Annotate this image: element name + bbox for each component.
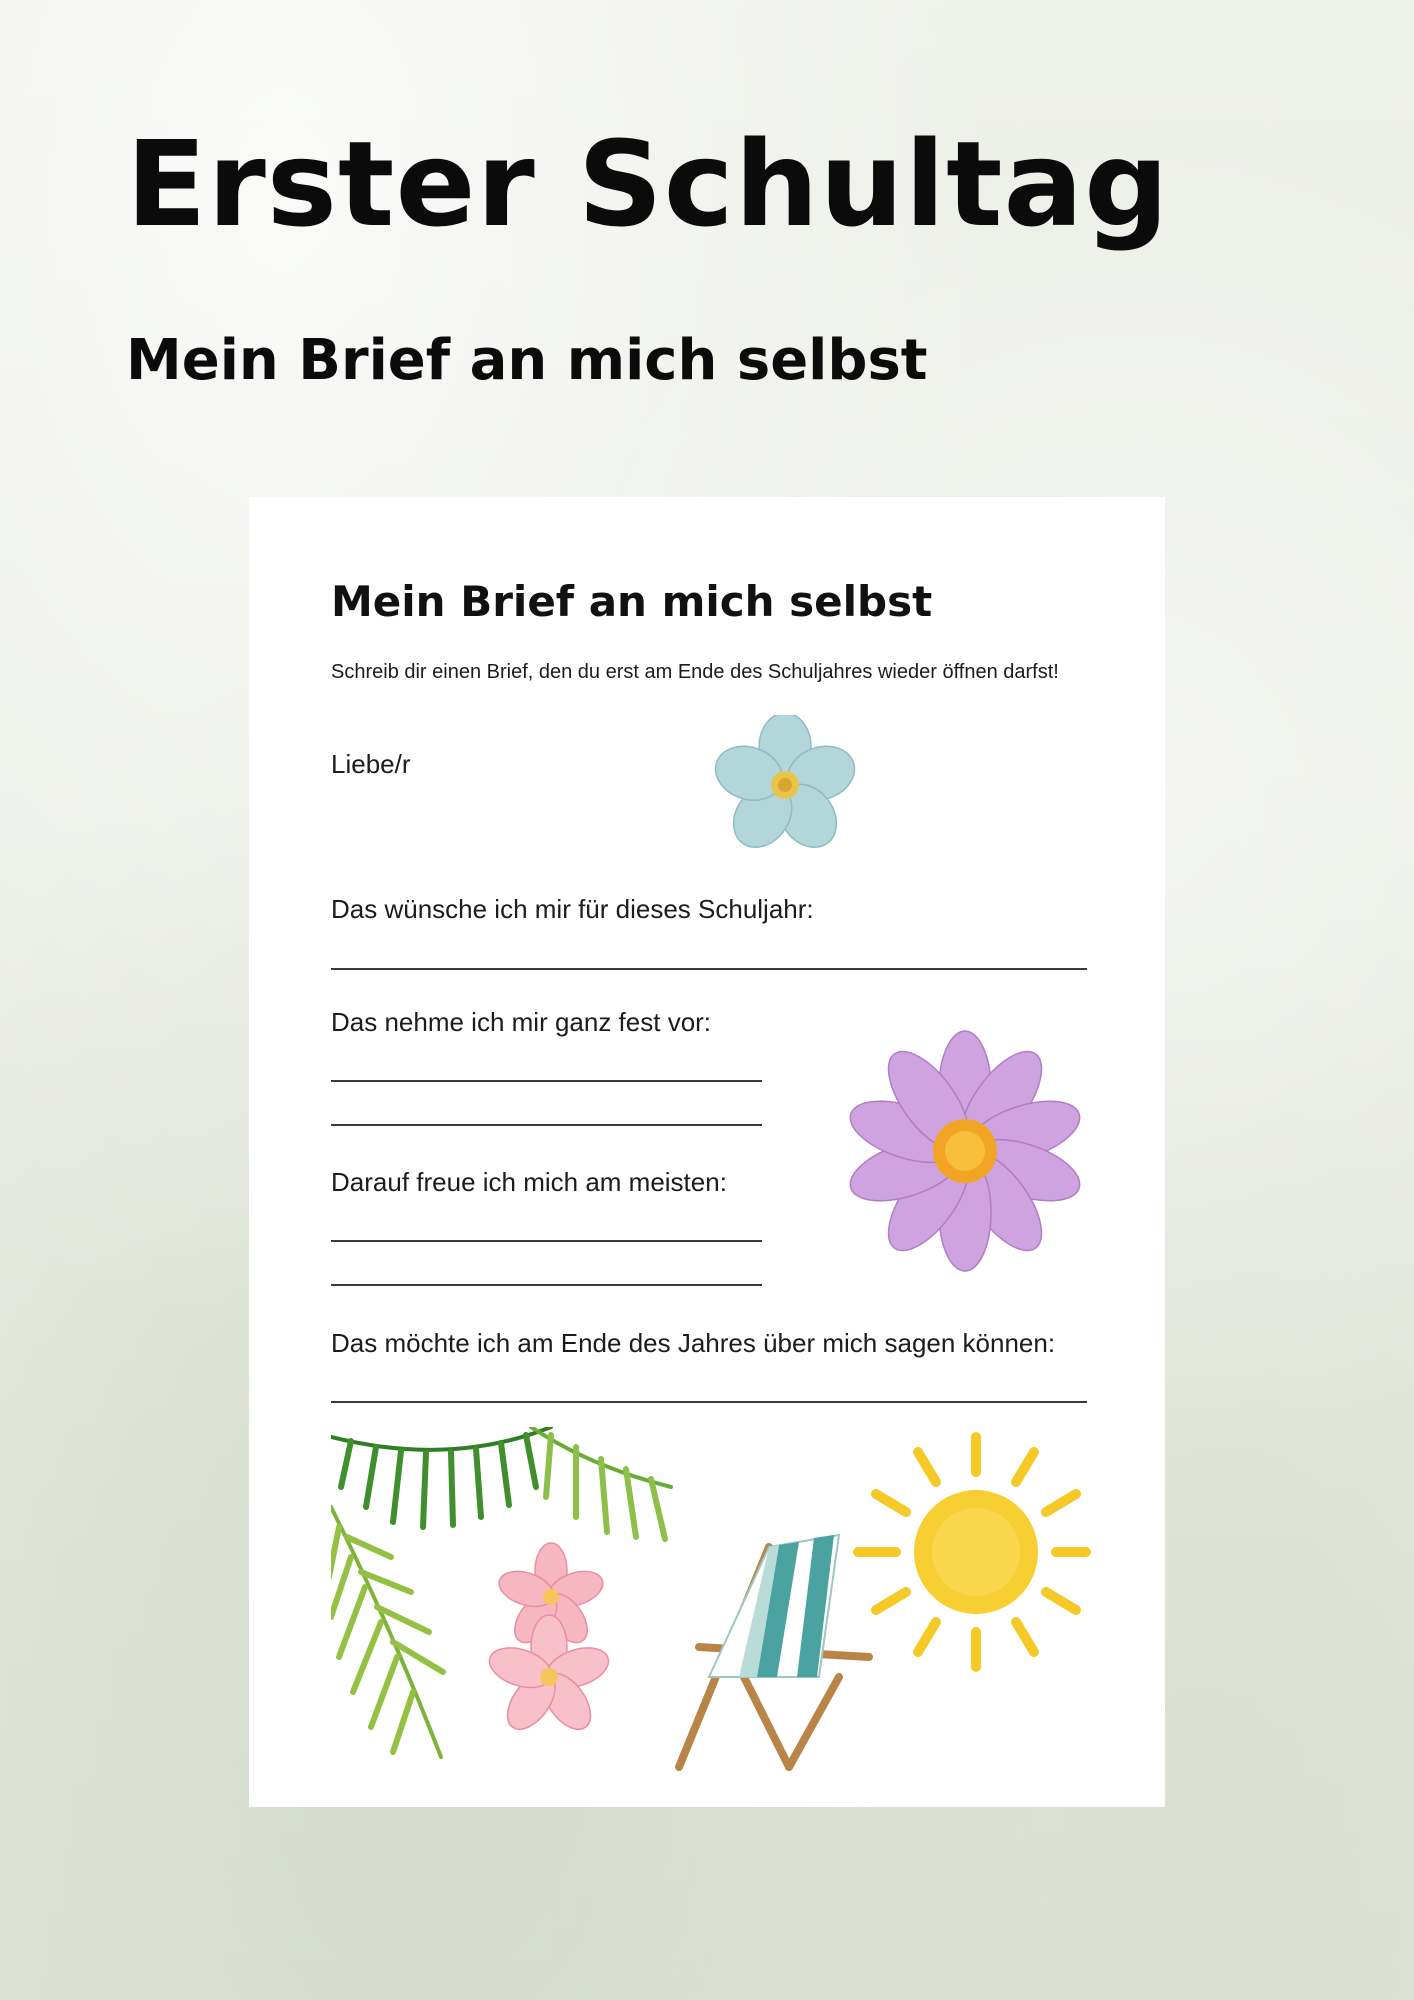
page-subtitle: Mein Brief an mich selbst: [126, 328, 928, 393]
greeting-label: Liebe/r: [331, 749, 411, 779]
answer-line[interactable]: [331, 1080, 762, 1082]
worksheet-card: [249, 497, 1165, 1807]
answer-line[interactable]: [331, 1401, 1087, 1403]
prompt-looking-forward: Darauf freue ich mich am meisten:: [331, 1167, 727, 1197]
worksheet-intro: Schreib dir einen Brief, den du erst am Ende des Schuljahres wieder öffnen darfst!: [331, 661, 1059, 683]
page-title: Erster Schultag: [126, 115, 1170, 253]
palm-leaves-icon: [331, 1427, 681, 1767]
prompt-end-of-year: Das möchte ich am Ende des Jahres über mich sagen können:: [331, 1328, 1056, 1358]
blue-flower-icon: [705, 715, 865, 855]
purple-flower-icon: [839, 1025, 1091, 1277]
answer-line[interactable]: [331, 1240, 762, 1242]
answer-line[interactable]: [331, 1124, 762, 1126]
worksheet-heading: Mein Brief an mich selbst: [331, 577, 933, 626]
prompt-wish: Das wünsche ich mir für dieses Schuljahr:: [331, 894, 814, 924]
answer-line[interactable]: [331, 968, 1087, 970]
answer-line[interactable]: [331, 1284, 762, 1286]
sun-icon: [841, 1427, 1091, 1687]
prompt-resolution: Das nehme ich mir ganz fest vor:: [331, 1007, 712, 1037]
